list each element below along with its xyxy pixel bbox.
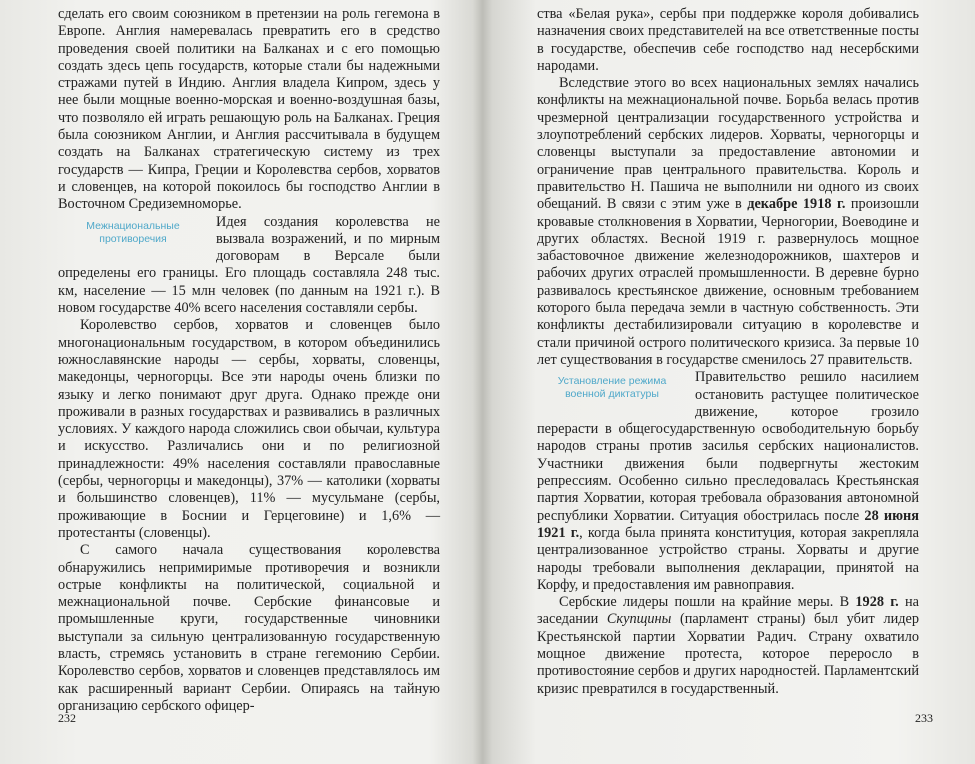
right-paragraph-3-part-b: , когда была принята конституция, которая закрепляла централизованное устройство страны. Хорваты и другие народы требовали выполнения декларации, принятой на Корфу, и предоставления им равноправия.	[537, 524, 920, 593]
left-paragraph-3: Королевство сербов, хорватов и словенцев было многонациональным государством, в котором объединились южнославянские народы — сербы, хорваты, словенцы, македонцы, черногорцы. Все эти народы очень близки по языку и легко понимают друг друга. Однако прежде они проживали в разных государствах и развивались в различных условиях. У каждого народа сложились свои обычаи, культура и искусство. Различались они и по религиозной принадлежности: 49% населения составляли православные (сербы, черногорцы и македонцы), 37% — католики (хорваты и большинство словенцев), 11% — мусульмане (сербы, проживающие в Боснии и Герцеговине) и 1,6% — протестанты (словенцы).	[58, 317, 440, 541]
right-paragraph-2-part-a: Вследствие этого во всех национальных землях начались конфликты на межнациональной почве. Борьба велась против чрезмерной централизации государственного устройства и злоупотреблений сербских лидеров. Хорваты, черногорцы и словенцы выступали за предоставление автономии и ограничение прав центрального правительства. Король и правительство Н. Пашича не выполнили ни одного из своих обещаний. В связи с этим уже в	[537, 75, 919, 213]
right-paragraph-1: ства «Белая рука», сербы при поддержке короля добивались назначения своих представителей на все ответственные посты в государстве, обеспечив себе господство над несербскими народами.	[537, 6, 919, 74]
left-page-number: 232	[58, 711, 76, 725]
right-paragraph-4	[537, 594, 919, 698]
date-december-1918: декабре 1918 г.	[747, 196, 846, 213]
left-margin-heading-line-1: Межнациональные	[86, 219, 180, 232]
left-paragraph-4: С самого начала существования королевства обнаружились непримиримые противоречия и возникли острые конфликты на политической, социальной и межнациональной почве. Сербские финансовые и промышленные круги, государственные чиновники выступали за сильную централизованную государственную власть, стремясь установить в стране гегемонию Сербии. Королевство сербов, хорватов и словенцев представлялось им как расширенный вариант Сербии. Опираясь на тайную организацию сербского офицер-	[58, 542, 440, 714]
right-page	[495, 0, 975, 764]
right-text-column	[537, 6, 919, 698]
right-margin-heading	[537, 375, 687, 401]
right-paragraph-4-part-c: (парламент страны) был убит лидер Крестьянской партии Хорватии Радич. Страну охватило мощное движение протеста, которое переросло в противостояние сербов и других народностей. Парламентский кризис превратился в государственный.	[537, 611, 919, 697]
date-june-1921: 28 июня 1921 г.	[537, 507, 919, 541]
right-paragraph-4-part-b: на заседании	[537, 594, 919, 628]
date-1928: 1928 г.	[855, 594, 899, 611]
right-paragraph-2-part-b: произошли кровавые столкновения в Хорватии, Черногории, Воеводине и других областях. Весной 1919 г. развернулось мощное забастовочное движение железнодорожников, шахтеров и рабочих других отраслей промышленности. В деревне бурно развивалось крестьянское движение, основным требованием которого была передача земли в частную собственность. Эти конфликты дестабилизировали ситуацию в королевстве и стали причиной острого политического кризиса. За первые 10 лет существования в государстве сменилось 27 правительств.	[537, 196, 919, 368]
left-text-column	[58, 6, 440, 715]
left-paragraph-2: Идея создания королевства не вызвала возражений, и по мирным договорам в Версале были определены его границы. Его площадь составляла 248 тыс. км, население — 15 млн человек (по данным на 1921 г.). В новом государстве 40% всего населения составляли сербы.	[58, 213, 440, 317]
left-paragraph-1: сделать его своим союзником в претензии на роль гегемона в Европе. Англия намеревалась превратить его в средство проведения своей политики на Балканах и с его помощью создать здесь цепь государств, которые стали бы надежными стражами путей в Индию. Англия владела Кипром, здесь у нее были мощные военно-морская и военно-воздушная базы, что позволяло ей играть решающую роль на Балканах. Греция была союзником Англии, и Англия рассчитывала в будущем создать на Балканах стратегическую систему из трех государств — Кипра, Греции и Королевства сербов, хорватов и словенцев, на которой покоилось бы господство Англии в Восточном Средиземноморье.	[58, 6, 440, 213]
right-paragraph-2	[537, 75, 919, 369]
left-page	[0, 0, 480, 764]
left-margin-heading-line-2: противоречия	[99, 232, 167, 245]
right-paragraph-3-part-a: Правительство решило насилием остановить растущее политическое движение, которое грозило перерасти в общегосударственную освободительную борьбу народов страны против засилья сербских националистов. Участники движения были подвергнуты жестоким репрессиям. Особенно сильно преследовалась Крестьянская партия Хорватии, которая требовала образования автономной республики Хорватии. Ситуация обострилась после	[537, 369, 919, 524]
right-margin-heading-line-1: Установление режима	[557, 375, 667, 388]
right-margin-heading-line-2: военной диктатуры	[565, 388, 659, 401]
right-paragraph-4-part-a: Сербские лидеры пошли на крайние меры. В	[559, 594, 856, 611]
left-margin-heading	[58, 220, 208, 246]
right-paragraph-3	[537, 369, 919, 594]
term-skupshchina: Скупщины	[606, 611, 672, 628]
right-page-number: 233	[915, 711, 933, 725]
